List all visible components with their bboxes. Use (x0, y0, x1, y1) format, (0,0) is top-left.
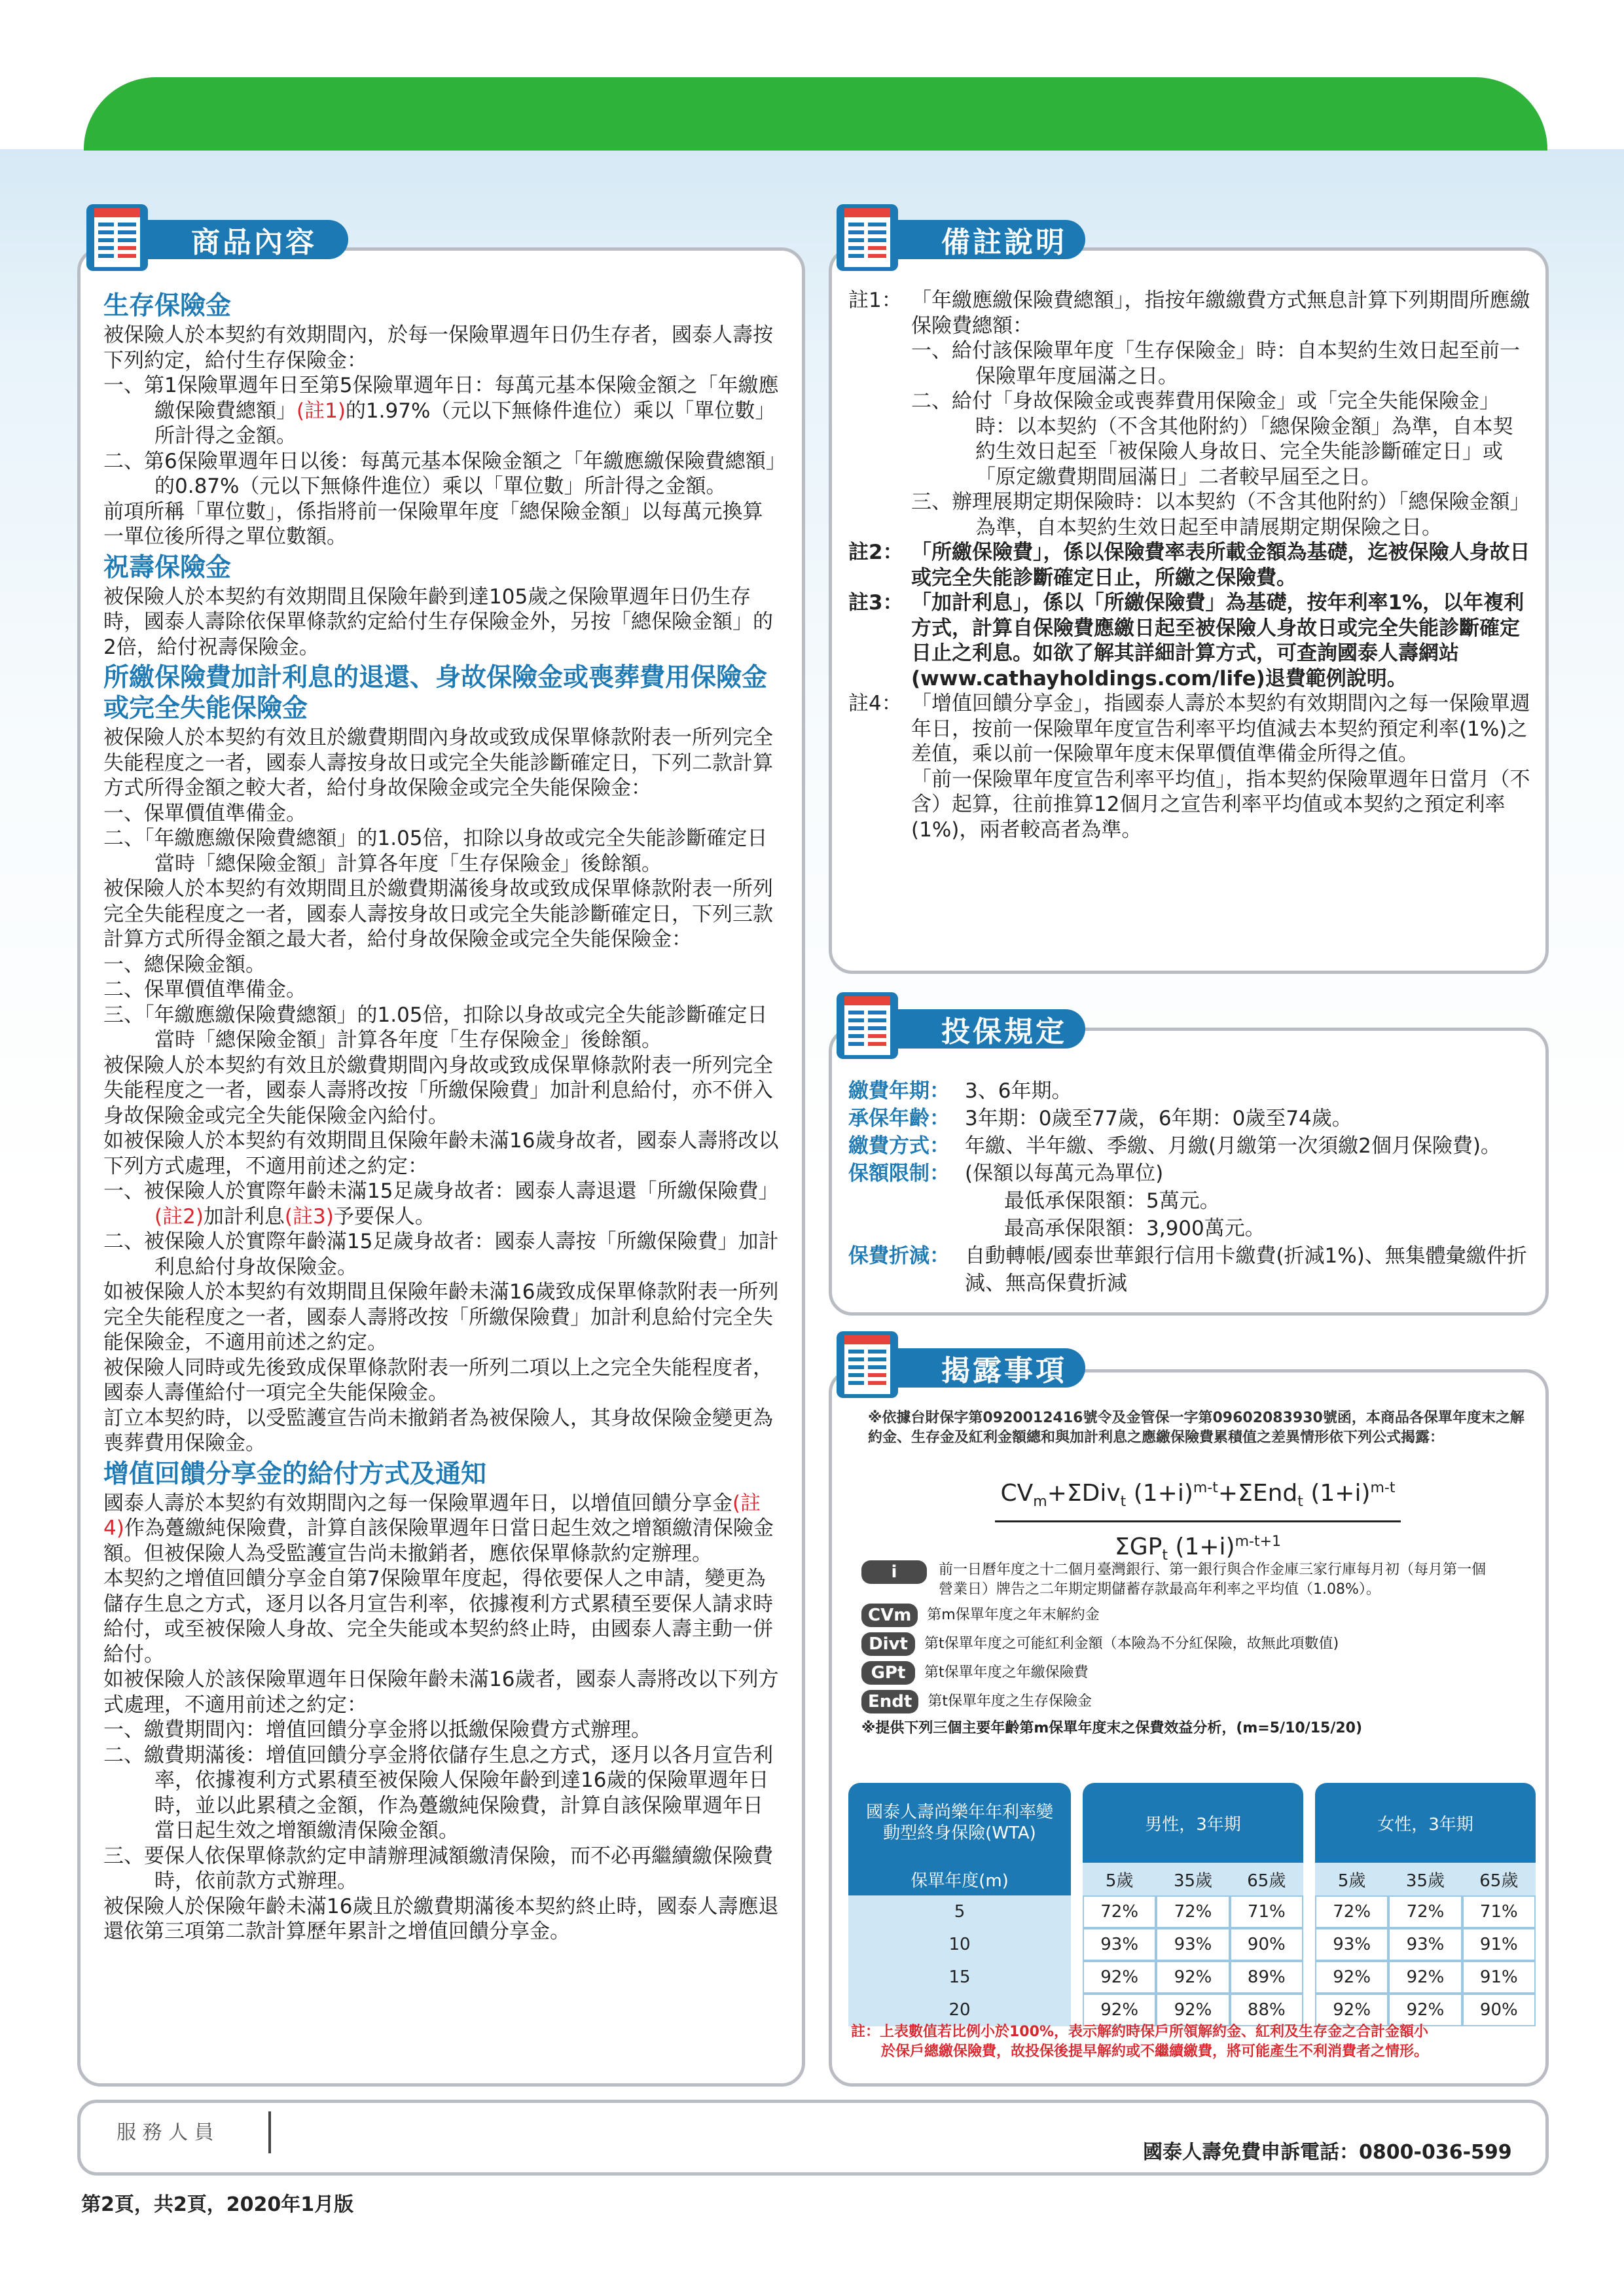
table-row: 5 72% 72% 71% 72% 72% 71% (848, 1895, 1536, 1928)
note-ref-3: (註3) (284, 1204, 334, 1229)
refund-title: 所繳保險費加計利息的退還、身故保險金或喪葬費用保險金或完全失能保險金 (103, 663, 768, 723)
birthday-title: 祝壽保險金 (103, 552, 232, 583)
survival-item-1: 一、第1保險單週年日至第5保險單週年日：每萬元基本保險金額之「年繳應繳保險費總額」(註1)的1.97%（元以下無條件進位）乘以「單位數」所計得之金額。 (103, 374, 779, 448)
refund-p2: 被保險人於本契約有效期間且於繳費期滿後身故或致成保單條款附表一所列完全失能程度之一者，國泰人壽按身故日或完全失能診斷確定日，下列三款計算方式所得金額之最大者，給付身故保險金或完全失能保險金： (103, 877, 773, 951)
table-note: 註：上表數值若比例小於100%，表示解約時保戶所領解約金、紅利及生存金之合計金額小 於保戶總繳保險費，故投保後提早解約或不繼續繳費，將可能產生不利消費者之情形。 (851, 2024, 1429, 2060)
service-label: 服 務 人 員 (117, 2121, 214, 2144)
formula-denominator: $\Sigma GP_t$ $(1+i)^{m-t+1}$ (1114, 1534, 1282, 1564)
bonus-title: 增值回饋分享金的給付方式及通知 (103, 1459, 487, 1489)
legend-gp: GPt 第t保單年度之年繳保險費 (861, 1661, 1536, 1685)
disclosure-title: 揭露事項 (941, 1354, 1067, 1388)
rules-body (848, 1077, 1536, 1297)
bonus-p3-item2: 二、繳費期滿後：增值回饋分享金將依儲存生息之方式，逐月以各月宣告利率，依據複利方式累積至被保險人保險年齡到達16歲的保險單週年日時，並以此累積之金額，作為躉繳純保險費，計算自該保險單週年日當日起生效之增額繳清保險金額。 (103, 1743, 773, 1842)
notes-body (848, 288, 1532, 842)
table-product-name: 國泰人壽尚樂年年利率變動型終身保險(WTA) (848, 1783, 1071, 1863)
table-caption: ※提供下列三個主要年齡第m保單年度末之保費效益分析，(m=5/10/15/20) (861, 1720, 1363, 1736)
note-2: 註2： 「所繳保險費」，係以保險費率表所載金額為基礎，迄被保險人身故日或完全失能診斷確定日止，所繳之保險費。 (848, 541, 1530, 590)
bonus-p3-item3: 三、要保人依保單條款約定申請辦理減額繳清保險，而不必再繼續繳保險費時，依前款方式辦理。 (103, 1844, 773, 1893)
document-icon (835, 203, 899, 272)
document-icon (835, 1330, 899, 1399)
bonus-p3-item1: 一、繳費期間內：增值回饋分享金將以抵繳保險費方式辦理。 (103, 1718, 651, 1742)
survival-title: 生存保險金 (103, 291, 232, 321)
refund-p1: 被保險人於本契約有效且於繳費期間內身故或致成保單條款附表一所列完全失能程度之一者，國泰人壽按身故日或完全失能診斷確定日，下列二款計算方式所得金額之較大者，給付身故保險金或完全失能保險金： (103, 726, 773, 800)
top-green-banner (84, 77, 1547, 151)
refund-p3: 被保險人於本契約有效且於繳費期間內身故或致成保單條款附表一所列完全失能程度之一者，國泰人壽將改按「所繳保險費」加計利息給付，亦不併入身故保險金或完全失能保險金內給付。 (103, 1053, 773, 1128)
age-header: 5歲 (1083, 1863, 1156, 1895)
product-content-title: 商品內容 (191, 226, 317, 259)
legend-i: i 前一日曆年度之十二個月臺灣銀行、第一銀行與合作金庫三家行庫每月初（每月第一個營業日）牌告之二年期定期儲蓄存款最高年利率之平均值（1.08%）。 (861, 1560, 1536, 1600)
document-icon (85, 203, 149, 272)
legend-end: Endt 第t保單年度之生存保險金 (861, 1690, 1536, 1713)
service-divider (268, 2111, 271, 2153)
refund-p4-item1: 一、被保險人於實際年齡未滿15足歲身故者：國泰人壽退還「所繳保險費」(註2)加計利息(註3)予要保人。 (103, 1179, 779, 1229)
birthday-text: 被保險人於本契約有效期間且保險年齡到達105歲之保險單週年日仍生存時，國泰人壽除依保單條款約定給付生存保險金外，另按「總保險金額」的2倍，給付祝壽保險金。 (103, 584, 773, 659)
disclosure-intro: ※依據台財保字第0920012416號令及金管保一字第09602083930號函，本商品各保單年度末之解約金、生存金及紅利金額總和與加計利息之應繳保險費累積值之差異情形依下列公式揭露： (868, 1410, 1525, 1446)
formula (995, 1474, 1401, 1570)
note-3: 註3： 「加計利息」，係以「所繳保險費」為基礎，按年利率1%，以年複利方式，計算自保險費應繳日起至被保險人身故日或完全失能診斷確定日止之利息。如欲了解其詳細計算方式，可查詢國泰人壽網站(www.cathayholdings.com/life)退費範例說明。 (848, 591, 1525, 691)
age-header: 35歲 (1388, 1863, 1462, 1895)
legend-div: Divt 第t保單年度之可能紅利金額（本險為不分紅保險，故無此項數值) (861, 1632, 1536, 1656)
benefit-table (848, 1783, 1536, 2026)
table-row: 10 93% 93% 90% 93% 93% 91% (848, 1928, 1536, 1961)
rule-limit-max: 最高承保限額：3,900萬元。 (1004, 1217, 1265, 1240)
table-female-header: 女性，3年期 (1315, 1783, 1536, 1863)
refund-p4-item2: 二、被保險人於實際年齡滿15足歲身故者：國泰人壽按「所繳保險費」加計利息給付身故保險金。 (103, 1230, 779, 1279)
refund-p4: 如被保險人於本契約有效期間且保險年齡未滿16歲身故者，國泰人壽將改以下列方式處理，不適用前述之約定： (103, 1129, 779, 1178)
refund-p2-item3: 三、「年繳應繳保險費總額」的1.05倍，扣除以身故或完全失能診斷確定日當時「總保險金額」計算各年度「生存保險金」後餘額。 (103, 1003, 768, 1052)
notes-title: 備註說明 (941, 226, 1067, 259)
table-row: 20 92% 92% 88% 92% 92% 90% (848, 1994, 1536, 2026)
note-ref-1: (註1) (297, 399, 346, 423)
note-1: 註1： 「年繳應繳保險費總額」，指按年繳繳費方式無息計算下列期間所應繳保險費總額： 一、給付該保險單年度「生存保險金」時：自本契約生效日起至前一保險單年度屆滿之日。 二、給付「身故保險金或喪葬費用保險金」或「完全失能保險金」時：以本契約（不含其他附約）「總保險金額」為準，自本契約生效日起至「被保險人身故日、完全失能診斷確定日」或「原定繳費期間屆滿日」二者較早屆至之日。 三、辦理展期定期保險時：以本契約（不含其他附約）「總保險金額」為準，自本契約生效日起至申請展期定期保險之日。 (848, 289, 1530, 539)
refund-p2-item2: 二、保單價值準備金。 (103, 978, 306, 1001)
survival-item-2: 二、第6保險單週年日以後：每萬元基本保險金額之「年繳應繳保險費總額」的0.87%（元以下無條件進位）乘以「單位數」所計得之金額。 (103, 449, 776, 498)
refund-p6: 被保險人同時或先後致成保單條款附表一所列二項以上之完全失能程度者，國泰人壽僅給付一項完全失能保險金。 (103, 1355, 773, 1405)
bonus-p1: 國泰人壽於本契約有效期間內之每一保險單週年日，以增值回饋分享金(註4)作為躉繳純保險費，計算自該保險單週年日當日起生效之增額繳清保險金額。但被保險人為受監護宣告尚未撤銷者，應依保單條款約定辦理。 (103, 1491, 774, 1566)
survival-intro: 被保險人於本契約有效期間內，於每一保險單週年日仍生存者，國泰人壽按下列約定，給付生存保險金： (103, 323, 773, 372)
rules-title: 投保規定 (941, 1015, 1067, 1049)
bonus-p3: 如被保險人於該保險單週年日保險年齡未滿16歲者，國泰人壽將改以下列方式處理，不適用前述之約定： (103, 1668, 779, 1717)
refund-p7: 訂立本契約時，以受監護宣告尚未撤銷者為被保險人，其身故保險金變更為喪葬費用保險金。 (103, 1406, 773, 1455)
survival-units: 前項所稱「單位數」，係指將前一保險單年度「總保險金額」以每萬元換算一單位後所得之單位數額。 (103, 499, 763, 548)
table-male-header: 男性，3年期 (1083, 1783, 1303, 1863)
rule-limit: 保額限制： (保額以每萬元為單位) (848, 1162, 1164, 1185)
age-header: 35歲 (1156, 1863, 1229, 1895)
document-icon (835, 991, 899, 1060)
legend-cv: CVm 第m保單年度之年末解約金 (861, 1604, 1536, 1627)
age-header: 65歲 (1230, 1863, 1303, 1895)
note-ref-2: (註2) (154, 1204, 204, 1229)
age-header: 65歲 (1462, 1863, 1536, 1895)
product-content-body (103, 288, 779, 1945)
rule-discount: 保費折減： 自動轉帳/國泰世華銀行信用卡繳費(折減1%)、無集體彙繳件折減、無高保費折減 (848, 1244, 1527, 1295)
formula-numerator: $CV_m+\Sigma Div_t$ $(1+i)^{m-t}+\Sigma End_t$ $(1+i)^{m-t}$ (995, 1474, 1401, 1522)
note-ref-4: (註4) (103, 1491, 761, 1540)
table-year-header: 保單年度(m) (848, 1863, 1071, 1895)
note-4: 註4： 「增值回饋分享金」，指國泰人壽於本契約有效期間內之每一保險單週年日，按前一保險單年度宣告利率平均值減去本契約預定利率(1%)之差值，乘以前一保險單年度末保單價值準備金所得之值。 「前一保險單年度宣告利率平均值」，指本契約保險單週年日當月（不含）起算，往前推算12個月之宣告利率平均值或本契約之預定利率(1%)，兩者較高者為準。 (848, 692, 1530, 842)
rule-limit-min: 最低承保限額：5萬元。 (1004, 1189, 1220, 1213)
refund-p2-item1: 一、總保險金額。 (103, 952, 266, 977)
page-info: 第2頁，共2頁，2020年1月版 (81, 2193, 354, 2216)
age-header: 5歲 (1315, 1863, 1388, 1895)
symbol-legend (861, 1560, 1536, 1738)
refund-p1-item1: 一、保單價值準備金。 (103, 801, 306, 825)
rule-age: 承保年齡： 3年期：0歲至77歲，6年期：0歲至74歲。 (848, 1107, 1352, 1130)
bonus-p4: 被保險人於保險年齡未滿16歲且於繳費期滿後本契約終止時，國泰人壽應退還依第三項第二款計算歷年累計之增值回饋分享金。 (103, 1894, 779, 1943)
bonus-p2: 本契約之增值回饋分享金自第7保險單年度起，得依要保人之申請，變更為儲存生息之方式，逐月以各月宣告利率，依據複利方式累積至要保人請求時給付，或至被保險人身故、完全失能或本契約終止時，由國泰人壽主動一併給付。 (103, 1567, 773, 1666)
rule-method: 繳費方式： 年繳、半年繳、季繳、月繳(月繳第一次須繳2個月保險費)。 (848, 1134, 1501, 1158)
table-row: 15 92% 92% 89% 92% 92% 91% (848, 1961, 1536, 1994)
rule-pay-years: 繳費年期： 3、6年期。 (848, 1079, 1072, 1103)
refund-p1-item2: 二、「年繳應繳保險費總額」的1.05倍，扣除以身故或完全失能診斷確定日當時「總保險金額」計算各年度「生存保險金」後餘額。 (103, 827, 768, 876)
refund-p5: 如被保險人於本契約有效期間且保險年齡未滿16歲致成保單條款附表一所列完全失能程度之一者，國泰人壽將改按「所繳保險費」加計利息給付完全失能保險金，不適用前述之約定。 (103, 1280, 779, 1354)
hotline: 國泰人壽免費申訴電話：0800-036-599 (1143, 2141, 1512, 2164)
